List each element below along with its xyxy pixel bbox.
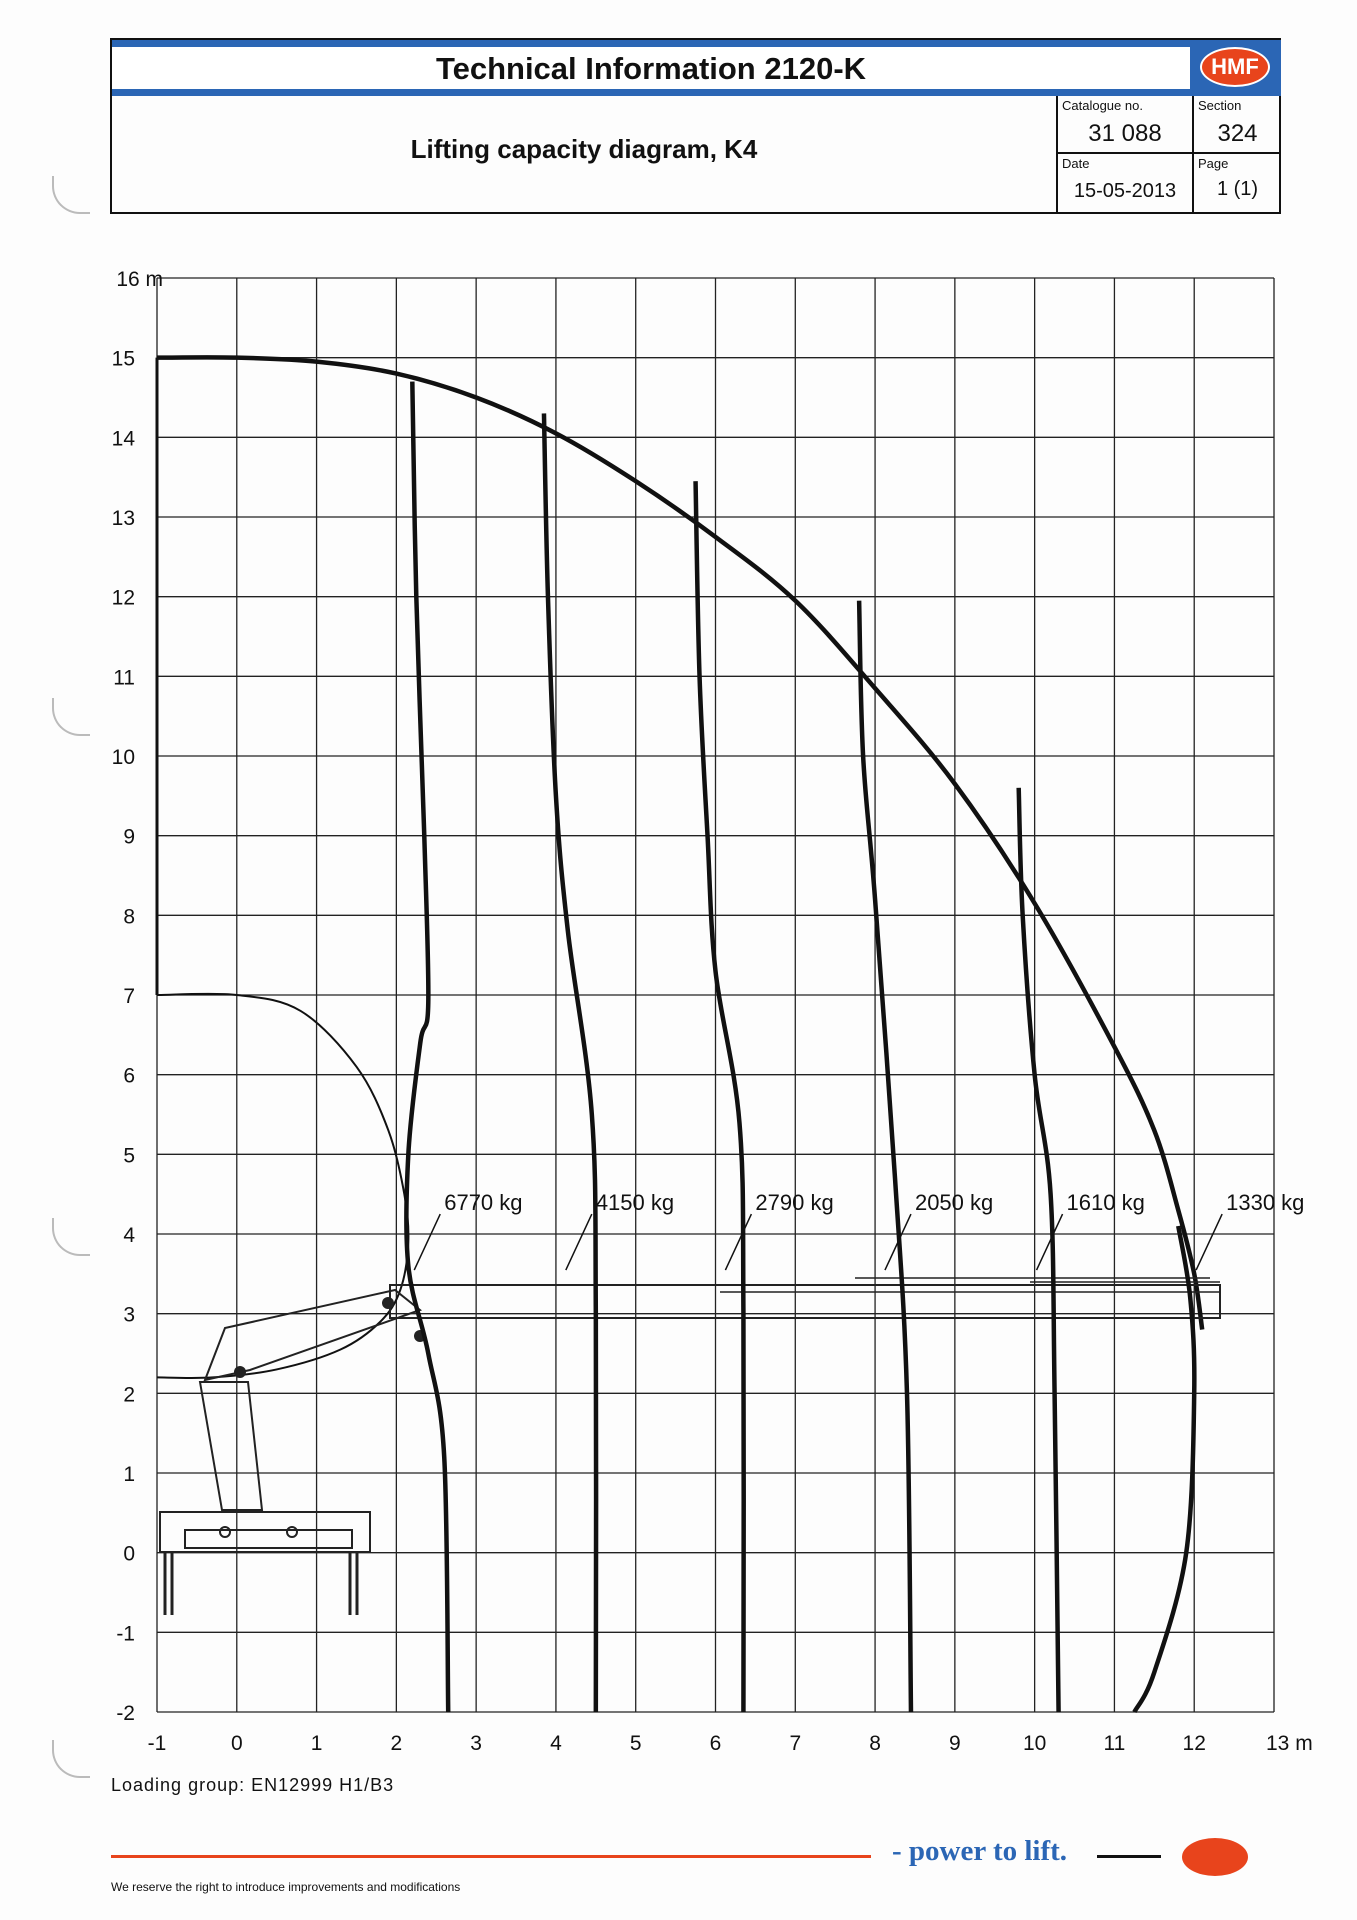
capacity-curve xyxy=(859,601,911,1712)
capacity-curve xyxy=(544,413,596,1712)
logo-text: HMF xyxy=(1211,54,1259,79)
y-tick-label: 13 xyxy=(111,507,135,530)
catalogue-label: Catalogue no. xyxy=(1062,98,1143,113)
inner-arc xyxy=(157,994,408,1378)
label-leader xyxy=(725,1214,751,1270)
envelope-layer xyxy=(157,357,1202,1378)
tick-labels xyxy=(112,268,1313,1755)
y-tick-label: 12 xyxy=(111,586,135,610)
catalogue-value: 31 088 xyxy=(1088,120,1162,147)
x-tick-label: 6 xyxy=(709,1732,722,1755)
x-tick-label: 2 xyxy=(390,1732,403,1755)
section-value: 324 xyxy=(1217,120,1258,147)
y-tick-label: 1 xyxy=(123,1463,135,1486)
capacity-label: 6770 kg xyxy=(444,1190,523,1216)
slogan: - power to lift. xyxy=(892,1835,1068,1867)
x-tick-label: 7 xyxy=(789,1732,802,1755)
page-value: 1 (1) xyxy=(1216,178,1259,200)
x-tick-label: 12 xyxy=(1182,1732,1206,1755)
label-leader xyxy=(1037,1214,1063,1270)
x-tick-label: 4 xyxy=(550,1732,562,1755)
series-labels xyxy=(414,1190,1304,1270)
y-tick-label: 8 xyxy=(123,905,135,929)
capacity-label: 2050 kg xyxy=(914,1190,994,1216)
capacity-label: 2790 kg xyxy=(755,1190,834,1216)
y-tick-label: -2 xyxy=(116,1702,135,1725)
crane-drawing xyxy=(160,1278,1220,1615)
y-tick-label: 4 xyxy=(123,1224,135,1247)
y-tick-label: 2 xyxy=(123,1383,135,1407)
footer-orange-dot xyxy=(1182,1838,1248,1876)
y-tick-label: 15 xyxy=(111,347,135,371)
y-tick-label: 0 xyxy=(123,1542,135,1566)
outer-envelope xyxy=(157,357,1202,1329)
document-title: Technical Information 2120-K xyxy=(435,51,867,86)
page-label: Page xyxy=(1198,156,1229,171)
y-tick-label: 11 xyxy=(113,666,135,690)
capacity-label: 1610 kg xyxy=(1066,1190,1145,1216)
y-tick-label: 3 xyxy=(123,1303,135,1327)
section-label: Section xyxy=(1198,98,1242,113)
x-tick-label: 10 xyxy=(1022,1732,1047,1755)
disclaimer: We reserve the right to introduce improvements and modifications xyxy=(111,1880,461,1894)
y-tick-label: 10 xyxy=(111,746,135,769)
capacity-curve xyxy=(696,481,744,1712)
y-tick-label: 16 m xyxy=(116,268,163,291)
y-tick-label: 9 xyxy=(123,825,135,849)
capacity-label: 4150 kg xyxy=(595,1190,675,1216)
x-tick-label: 11 xyxy=(1103,1732,1126,1755)
label-leader xyxy=(1196,1214,1222,1270)
y-tick-label: -1 xyxy=(116,1622,135,1646)
capacity-curve xyxy=(1134,1226,1194,1712)
x-tick-label: -1 xyxy=(147,1732,167,1755)
label-leader xyxy=(566,1214,592,1270)
x-tick-label: 9 xyxy=(949,1732,961,1755)
loading-group: Loading group: EN12999 H1/B3 xyxy=(111,1775,395,1795)
date-label: Date xyxy=(1062,156,1090,171)
y-tick-label: 5 xyxy=(123,1144,135,1168)
x-tick-label: 8 xyxy=(869,1732,881,1755)
label-leader xyxy=(414,1214,440,1270)
x-tick-label: 0 xyxy=(230,1732,243,1755)
diagram-subtitle: Lifting capacity diagram, K4 xyxy=(410,134,758,164)
x-tick-label: 5 xyxy=(629,1732,642,1755)
y-tick-label: 6 xyxy=(123,1064,135,1088)
x-tick-label: 13 m xyxy=(1266,1732,1313,1755)
y-tick-label: 14 xyxy=(111,427,135,451)
capacity-label: 1330 kg xyxy=(1226,1190,1305,1216)
date-value: 15-05-2013 xyxy=(1073,180,1177,202)
capacity-curve xyxy=(1019,788,1059,1712)
x-tick-label: 1 xyxy=(310,1732,323,1755)
footer-orange-line xyxy=(111,1855,871,1858)
y-tick-label: 7 xyxy=(123,985,135,1008)
series-layer xyxy=(406,382,1194,1712)
grid-layer xyxy=(157,278,1274,1712)
x-tick-label: 3 xyxy=(470,1732,482,1755)
capacity-curve xyxy=(406,382,448,1712)
footer-black-line xyxy=(1097,1855,1161,1858)
